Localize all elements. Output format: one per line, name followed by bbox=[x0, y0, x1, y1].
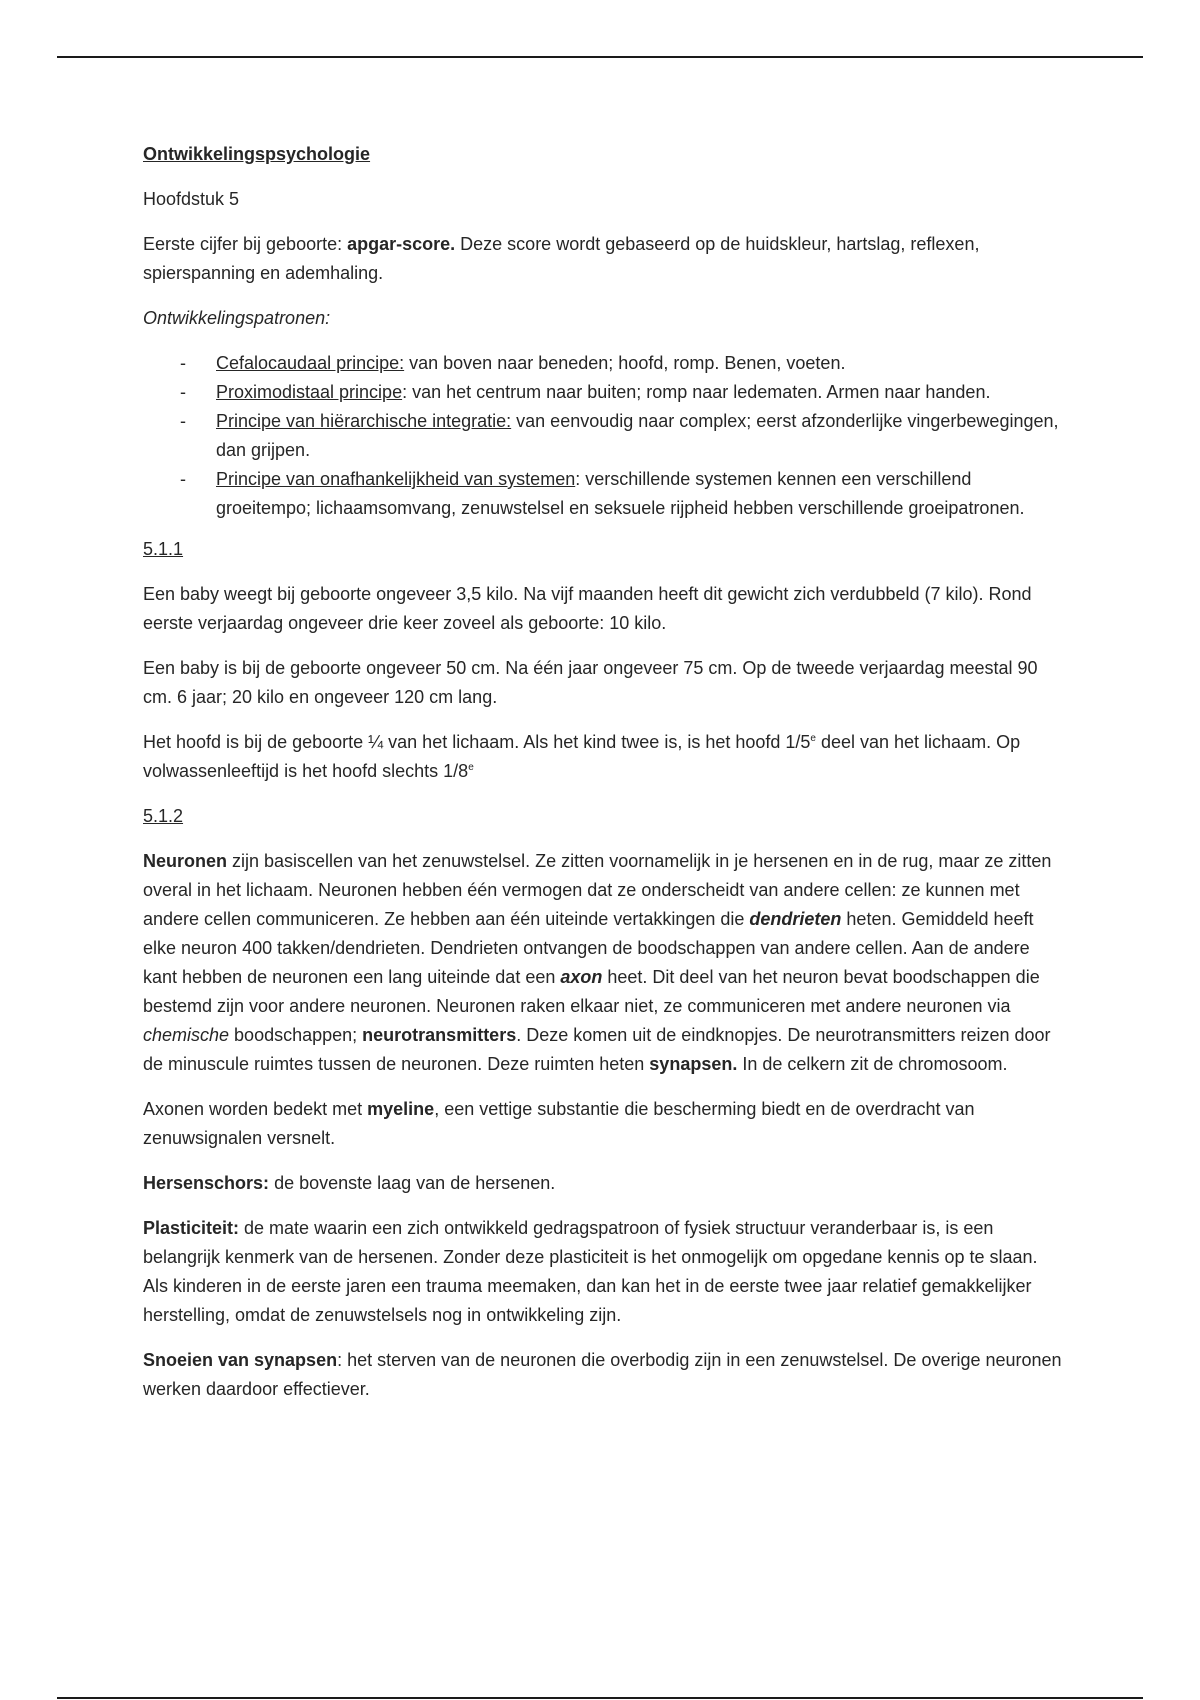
document-title: Ontwikkelingspsychologie bbox=[143, 144, 371, 164]
section-heading-511: 5.1.1 bbox=[143, 539, 184, 559]
cortex-paragraph: Hersenschors: de bovenste laag van de hersenen. bbox=[143, 1173, 556, 1193]
head-proportion-paragraph: Het hoofd is bij de geboorte ¼ van het lichaam. Als het kind twee is, is het hoofd 1/5e deel van het lichaam. Op volwassenleeftijd is het hoofd slechts 1/8e bbox=[143, 732, 1021, 781]
footer-rule bbox=[57, 1697, 1143, 1699]
neurons-paragraph: Neuronen zijn basiscellen van het zenuwstelsel. Ze zitten voornamelijk in je hersenen en in de rug, maar ze zitten overal in het lichaam. Neuronen hebben één vermogen dat ze onderscheidt van andere cellen: ze kunnen met andere cellen communiceren. Ze hebben aan één uiteinde vertakkingen die dendrieten heten. Gemiddeld heeft elke neuron 400 takken/dendrieten. Dendrieten ontvangen de boodschappen van andere cellen. Aan de andere kant hebben de neuronen een lang uiteinde dat een axon heet. Dit deel van het neuron bevat boodschappen die bestemd zijn voor andere neuronen. Neuronen raken elkaar niet, ze communiceren met andere neuronen via chemische boodschappen; neurotransmitters. Deze komen uit de eindknopjes. De neurotransmitters reizen door de minuscule ruimtes tussen de neuronen. Deze ruimten heten synapsen. In de celkern zit de chromosoom. bbox=[143, 851, 1052, 1074]
section-heading-512: 5.1.2 bbox=[143, 806, 184, 826]
plasticity-paragraph: Plasticiteit: de mate waarin een zich ontwikkeld gedragspatroon of fysiek structuur veranderbaar is, is een belangrijk kenmerk van de hersenen. Zonder deze plasticiteit is het onmogelijk om opgedane kennis op te slaan. Als kinderen in de eerste jaren een trauma meemaken, dan kan het in de eerste twee jaar relatief gemakkelijker herstelling, omdat de zenuwstelsels nog in ontwikkeling zijn. bbox=[143, 1218, 1038, 1325]
chapter-label: Hoofdstuk 5 bbox=[143, 189, 240, 209]
pruning-paragraph: Snoeien van synapsen: het sterven van de neuronen die overbodig zijn in een zenuwstelsel. De overige neuronen werken daardoor effectiever. bbox=[143, 1350, 1062, 1399]
patterns-list bbox=[143, 349, 1063, 523]
weight-paragraph: Een baby weegt bij geboorte ongeveer 3,5 kilo. Na vijf maanden heeft dit gewicht zich verdubbeld (7 kilo). Rond eerste verjaardag ongeveer drie keer zoveel als geboorte: 10 kilo. bbox=[143, 584, 1032, 633]
header-rule bbox=[57, 56, 1143, 58]
length-paragraph: Een baby is bij de geboorte ongeveer 50 cm. Na één jaar ongeveer 75 cm. Op de tweede verjaardag meestal 90 cm. 6 jaar; 20 kilo en ongeveer 120 cm lang. bbox=[143, 658, 1038, 707]
list-item: - Principe van onafhankelijkheid van systemen: verschillende systemen kennen een verschillend groeitempo; lichaamsomvang, zenuwstelsel en seksuele rijpheid hebben verschillende groeipatronen. bbox=[180, 469, 1025, 518]
list-item: - Principe van hiërarchische integratie: van eenvoudig naar complex; eerst afzonderlijke vingerbewegingen, dan grijpen. bbox=[180, 411, 1059, 460]
list-item: - Proximodistaal principe: van het centrum naar buiten; romp naar ledematen. Armen naar handen. bbox=[180, 382, 991, 402]
apgar-paragraph: Eerste cijfer bij geboorte: apgar-score. Deze score wordt gebaseerd op de huidskleur, hartslag, reflexen, spierspanning en ademhaling. bbox=[143, 234, 980, 283]
patterns-heading: Ontwikkelingspatronen: bbox=[143, 308, 331, 328]
list-item: - Cefalocaudaal principe: van boven naar beneden; hoofd, romp. Benen, voeten. bbox=[180, 353, 846, 373]
document-body bbox=[143, 140, 1063, 1420]
myelin-paragraph: Axonen worden bedekt met myeline, een vettige substantie die bescherming biedt en de overdracht van zenuwsignalen versnelt. bbox=[143, 1099, 975, 1148]
